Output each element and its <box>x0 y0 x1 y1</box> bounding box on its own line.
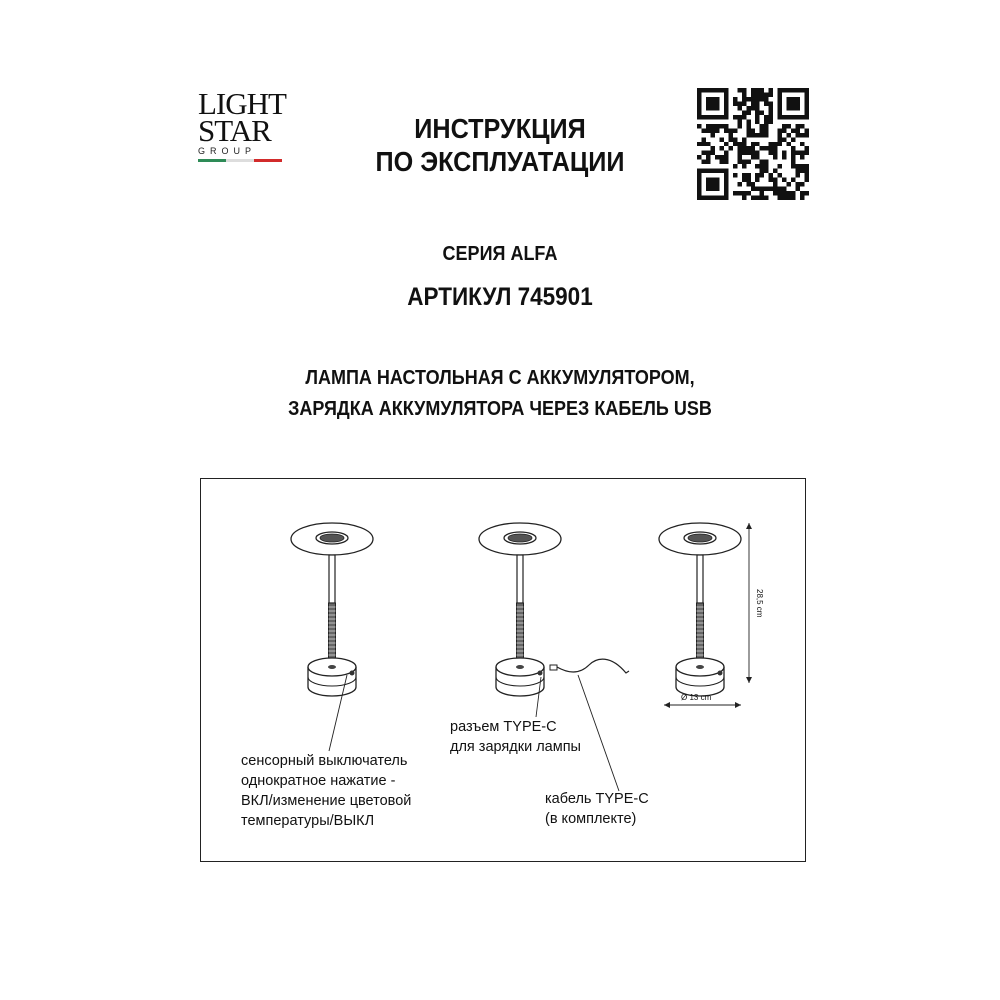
connector-callout <box>450 717 581 757</box>
diameter-dimension <box>664 693 741 708</box>
cable-line-2: (в комплекте) <box>545 811 637 827</box>
logo-line-light: LIGHT <box>198 86 286 121</box>
qr-code-icon <box>697 88 809 200</box>
description-line-2: ЗАРЯДКА АККУМУЛЯТОРА ЧЕРЕЗ КАБЕЛЬ USB <box>288 398 712 420</box>
switch-line-3: ВКЛ/изменение цветовой <box>241 793 412 809</box>
switch-line-1: сенсорный выключатель <box>241 753 408 769</box>
height-label: 28,5 cm <box>755 589 764 618</box>
italian-flag-stripe <box>198 159 282 162</box>
diameter-label: Ø 13 cm <box>681 693 712 702</box>
page-title <box>338 112 662 178</box>
brand-logo <box>198 86 288 190</box>
connector-line-2: для зарядки лампы <box>450 739 581 755</box>
logo-line-star: STAR <box>198 113 271 148</box>
height-dimension <box>746 523 764 683</box>
article-number: АРТИКУЛ 745901 <box>407 283 593 311</box>
cable-line-1: кабель TYPE-C <box>545 791 649 807</box>
switch-line-2: однократное нажатие - <box>241 773 396 789</box>
switch-callout <box>241 751 411 831</box>
diagram-frame <box>200 478 806 862</box>
product-description <box>50 363 950 425</box>
description-line-1: ЛАМПА НАСТОЛЬНАЯ С АККУМУЛЯТОРОМ, <box>305 367 695 389</box>
title-line-1: ИНСТРУКЦИЯ <box>414 113 586 144</box>
lamp-illustration-center <box>479 523 561 696</box>
title-line-2: ПО ЭКСПЛУАТАЦИИ <box>375 146 625 177</box>
lamp-illustration-left <box>291 523 373 696</box>
switch-line-4: температуры/ВЫКЛ <box>241 813 375 829</box>
logo-line-group: GROUP <box>198 146 257 156</box>
lamp-illustration-right <box>659 523 741 696</box>
usb-cable-icon <box>550 659 629 673</box>
cable-callout <box>545 789 649 829</box>
series-label: СЕРИЯ ALFA <box>442 243 558 265</box>
connector-line-1: разъем TYPE-C <box>450 719 557 735</box>
cable-leader-line <box>578 675 619 791</box>
